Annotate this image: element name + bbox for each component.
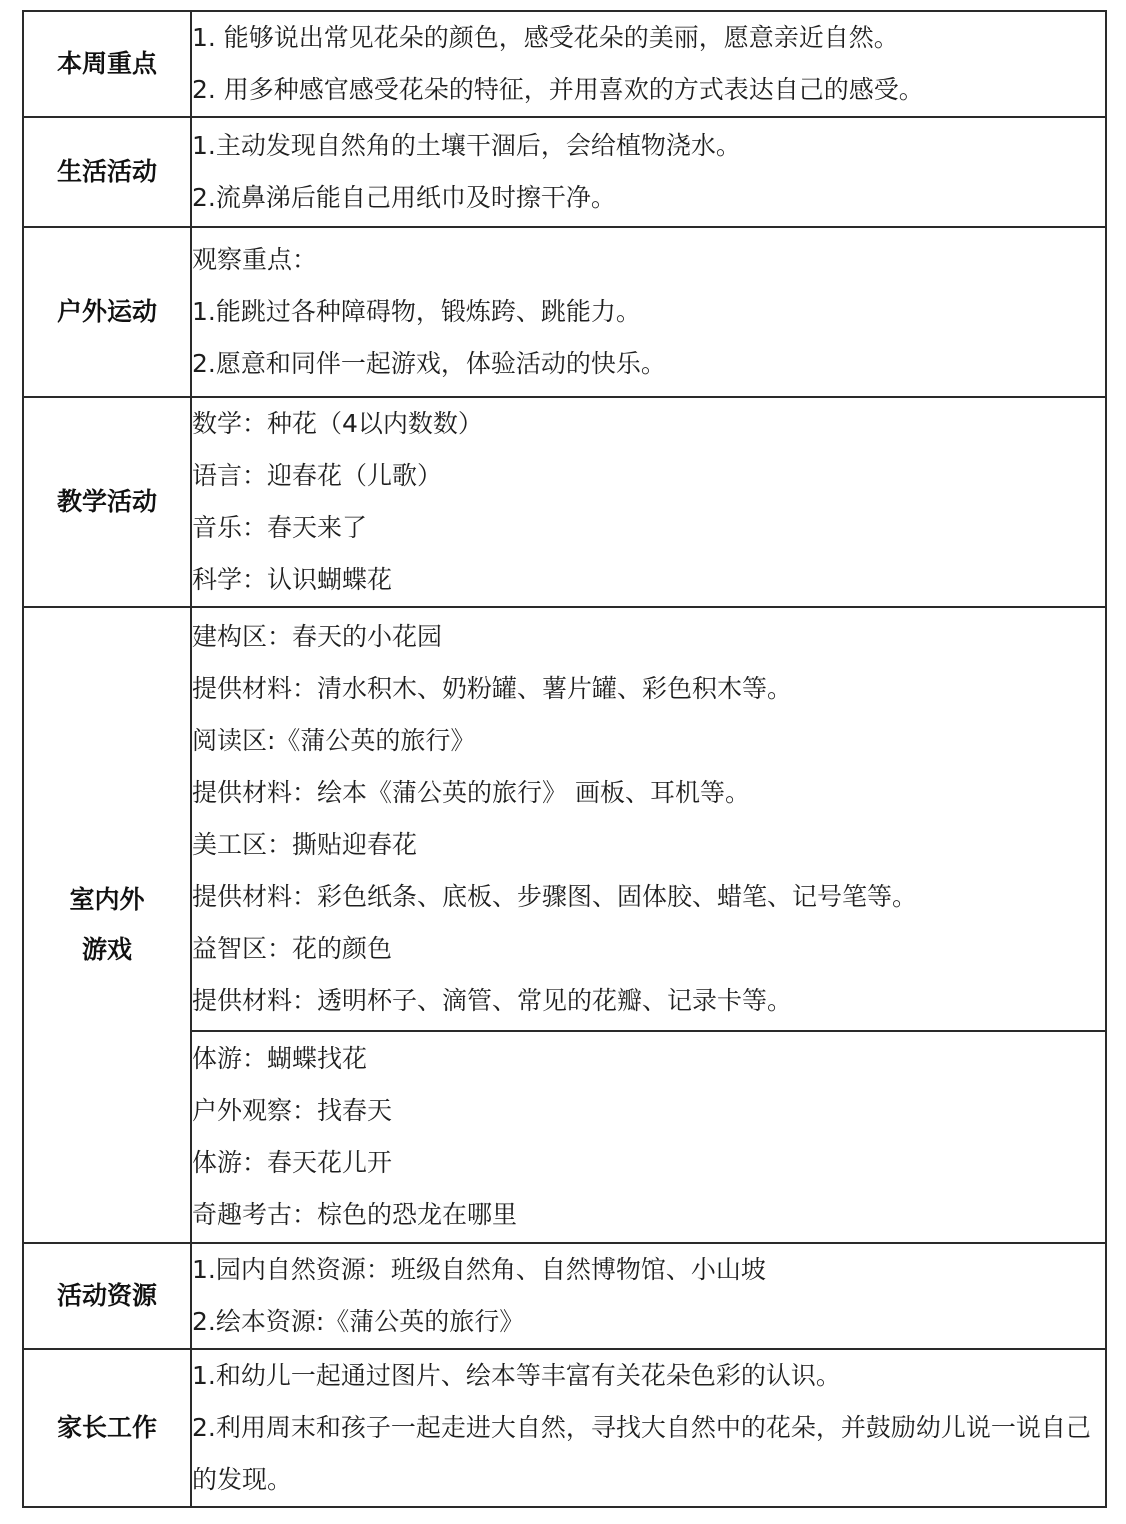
content-outdoor-games: [191, 1031, 1106, 1243]
text-line: 提供材料：绘本《蒲公英的旅行》 画板、耳机等。: [192, 778, 750, 807]
text-line: 1.和幼儿一起通过图片、绘本等丰富有关花朵色彩的认识。: [192, 1361, 841, 1390]
text-line: 1.能跳过各种障碍物，锻炼跨、跳能力。: [192, 297, 641, 326]
label-line: 游戏: [81, 935, 132, 964]
text-line: 体游：蝴蝶找花: [192, 1044, 368, 1073]
text-line: 阅读区:《蒲公英的旅行》: [192, 726, 476, 755]
text-line: 益智区：花的颜色: [192, 934, 393, 963]
label-parent-work: 家长工作: [23, 1349, 191, 1507]
label-weekly-focus: 本周重点: [23, 11, 191, 117]
label-outdoor-sports: 户外运动: [23, 227, 191, 397]
text-line: 1. 能够说出常见花朵的颜色，感受花朵的美丽，愿意亲近自然。: [192, 23, 899, 52]
row-outdoor-sports: [23, 227, 1106, 397]
text-line: 提供材料：彩色纸条、底板、步骤图、固体胶、蜡笔、记号笔等。: [192, 882, 918, 911]
text-line: 1.园内自然资源：班级自然角、自然博物馆、小山坡: [192, 1255, 766, 1284]
text-line: 提供材料：清水积木、奶粉罐、薯片罐、彩色积木等。: [192, 674, 793, 703]
text-line: 语言：迎春花（儿歌）: [192, 461, 443, 490]
text-line: 户外观察：找春天: [192, 1096, 393, 1125]
text-line: 2. 用多种感官感受花朵的特征，并用喜欢的方式表达自己的感受。: [192, 75, 924, 104]
row-games-indoor: [23, 607, 1106, 1031]
text-line: 2.愿意和同伴一起游戏，体验活动的快乐。: [192, 349, 666, 378]
text-line: 建构区：春天的小花园: [192, 622, 443, 651]
content-teaching: [191, 397, 1106, 607]
text-line: 2.流鼻涕后能自己用纸巾及时擦干净。: [192, 183, 616, 212]
text-line: 科学：认识蝴蝶花: [192, 565, 393, 594]
weekly-plan-document: [22, 10, 1105, 1508]
weekly-plan-table: [22, 10, 1107, 1508]
text-line: 音乐：春天来了: [192, 513, 368, 542]
text-line: 数学：种花（4以内数数）: [192, 409, 483, 438]
content-resources: [191, 1243, 1106, 1349]
label-line: 室内外: [69, 885, 145, 914]
content-weekly-focus: [191, 11, 1106, 117]
text-line: 1.主动发现自然角的土壤干涸后，会给植物浇水。: [192, 131, 741, 160]
content-indoor-areas: [191, 607, 1106, 1031]
text-line: 体游：春天花儿开: [192, 1148, 393, 1177]
content-outdoor-sports: [191, 227, 1106, 397]
row-resources: [23, 1243, 1106, 1349]
label-daily-life: 生活活动: [23, 117, 191, 227]
row-teaching: [23, 397, 1106, 607]
text-line: 2.利用周末和孩子一起走进大自然，寻找大自然中的花朵，并鼓励幼儿说一说自己的发现。: [192, 1413, 1091, 1494]
label-teaching: 教学活动: [23, 397, 191, 607]
label-resources: 活动资源: [23, 1243, 191, 1349]
row-weekly-focus: [23, 11, 1106, 117]
text-line: 观察重点：: [192, 245, 318, 274]
row-daily-life: [23, 117, 1106, 227]
content-parent-work: [191, 1349, 1106, 1507]
text-line: 奇趣考古：棕色的恐龙在哪里: [192, 1200, 518, 1229]
content-daily-life: [191, 117, 1106, 227]
text-line: 2.绘本资源:《蒲公英的旅行》: [192, 1307, 525, 1336]
text-line: 提供材料：透明杯子、滴管、常见的花瓣、记录卡等。: [192, 986, 793, 1015]
text-line: 美工区：撕贴迎春花: [192, 830, 418, 859]
label-indoor-outdoor-games: [23, 607, 191, 1243]
row-parent-work: [23, 1349, 1106, 1507]
